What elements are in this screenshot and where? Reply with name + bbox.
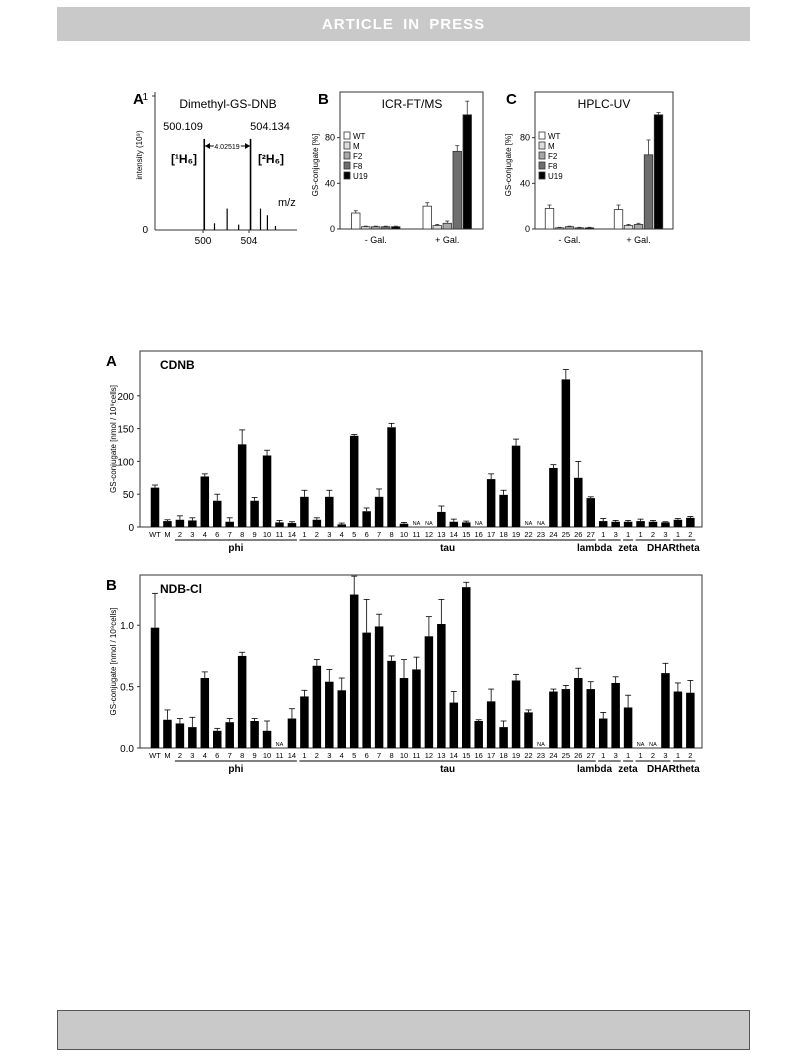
- bar: [352, 213, 361, 229]
- bar: [375, 497, 384, 527]
- x-tick-label: 3: [190, 751, 195, 760]
- bar: [649, 522, 658, 527]
- x-tick-label: 19: [511, 530, 521, 539]
- bar: [437, 512, 446, 527]
- y-tick-label: 80: [324, 132, 335, 143]
- x-tick-label: 1: [302, 751, 307, 760]
- x-tick-label: 1: [638, 530, 643, 539]
- bar: [151, 488, 160, 527]
- bar: [624, 226, 633, 229]
- bar: [575, 228, 584, 229]
- x-tick-label: 23: [536, 530, 546, 539]
- bar: [188, 727, 197, 748]
- bar: [661, 522, 670, 527]
- panel-c-marks: [520, 113, 663, 245]
- panel-a-mz-label: m/z: [278, 197, 296, 209]
- x-tick-label: 4: [202, 530, 207, 539]
- panel-a-ytick-1: 1: [142, 92, 148, 103]
- bar: [644, 155, 653, 229]
- bar: [574, 478, 583, 527]
- bar: [599, 719, 608, 748]
- group-label: lambda: [577, 764, 613, 775]
- chart-frame: [140, 351, 702, 527]
- panel-b-bar-chart: [311, 91, 483, 245]
- panel-b-letter: B: [318, 91, 329, 108]
- x-tick-label: 6: [215, 751, 220, 760]
- bar: [624, 522, 633, 527]
- x-tick-label: 1: [638, 751, 643, 760]
- bar: [686, 693, 695, 748]
- group-label: theta: [675, 543, 700, 554]
- x-tick-label: 26: [574, 530, 583, 539]
- bar: [611, 683, 620, 748]
- x-tick-label: 2: [650, 751, 656, 760]
- x-tick-label: M: [164, 530, 171, 539]
- legend-swatch: [539, 152, 545, 159]
- legend-swatch: [344, 162, 350, 169]
- x-tick-label: 2: [314, 530, 319, 539]
- bar: [201, 476, 210, 527]
- y-tick-label: 0.5: [120, 682, 134, 694]
- x-tick-label: 17: [486, 530, 496, 539]
- legend-label: WT: [353, 132, 366, 141]
- legend-label: U19: [353, 172, 368, 181]
- x-tick-label: 1: [302, 530, 307, 539]
- x-tick-label: 7: [377, 751, 382, 760]
- x-tick-label: 10: [262, 530, 272, 539]
- bar: [574, 678, 583, 748]
- x-tick-label: 8: [240, 751, 245, 760]
- bar: [555, 228, 564, 229]
- y-tick-label: 200: [117, 391, 134, 403]
- bar: [661, 673, 670, 748]
- bar: [562, 379, 571, 527]
- group-label: zeta: [618, 543, 638, 554]
- bar: [263, 455, 272, 527]
- x-tick-label: 2: [650, 530, 656, 539]
- bar: [499, 495, 508, 527]
- legend-label: WT: [548, 132, 561, 141]
- bar: [562, 689, 571, 748]
- bar: [587, 498, 596, 527]
- legend-swatch: [539, 132, 545, 139]
- bar: [300, 497, 309, 527]
- bar: [499, 727, 508, 748]
- chart-title: NDB-Cl: [160, 582, 202, 596]
- bar: [443, 223, 452, 229]
- y-tick-label: 80: [519, 132, 530, 143]
- x-tick-label: 14: [287, 751, 297, 760]
- bar: [350, 595, 359, 748]
- footer-box: [57, 1010, 750, 1050]
- x-tick-label: 13: [437, 530, 446, 539]
- bar: [565, 227, 574, 229]
- legend-label: F8: [353, 162, 363, 171]
- bar: [362, 227, 371, 229]
- legend-label: U19: [548, 172, 563, 181]
- y-tick-label: 0: [128, 523, 134, 534]
- legend-label: F2: [548, 152, 558, 161]
- x-tick-label: 1: [601, 530, 606, 539]
- group-label: DHAR: [647, 764, 676, 775]
- bar: [450, 703, 459, 748]
- panel-a-xtick-label-500: 500: [194, 236, 212, 247]
- bar: [362, 511, 371, 527]
- bar: [599, 521, 608, 527]
- na-label: NA: [649, 742, 657, 748]
- y-tick-label: 1.0: [120, 621, 134, 633]
- bar: [338, 690, 347, 748]
- chart-title: CDNB: [160, 358, 195, 372]
- bar: [412, 669, 421, 748]
- bar: [176, 723, 185, 748]
- x-tick-label: 6: [364, 751, 369, 760]
- group-label: lambda: [577, 543, 613, 554]
- bar: [433, 226, 442, 229]
- panel-a-ytick-0: 0: [142, 225, 148, 236]
- group-label: zeta: [618, 764, 638, 775]
- x-tick-label: 25: [561, 530, 571, 539]
- bar: [423, 206, 432, 229]
- panel-a-title: Dimethyl-GS-DNB: [179, 97, 277, 111]
- bar: [250, 501, 259, 527]
- x-tick-label: 8: [389, 530, 394, 539]
- bar: [350, 436, 359, 527]
- legend-swatch: [344, 172, 350, 179]
- bar: [463, 115, 472, 229]
- x-tick-label: 2: [177, 530, 182, 539]
- x-tick-label: 1: [675, 530, 680, 539]
- category-label: - Gal.: [364, 235, 387, 245]
- legend-label: M: [353, 142, 360, 151]
- bar: [686, 518, 695, 527]
- bar: [163, 720, 172, 748]
- panel-a-delta-label: 4.02519: [214, 144, 240, 151]
- x-tick-label: 14: [449, 530, 458, 539]
- bar: [549, 468, 558, 527]
- category-label: + Gal.: [626, 235, 651, 245]
- bar: [400, 524, 409, 527]
- bar: [674, 520, 683, 527]
- bar: [487, 479, 496, 527]
- bar: [338, 524, 347, 527]
- x-tick-label: 25: [561, 751, 571, 760]
- bar: [392, 227, 401, 229]
- panel-c-bar-chart: [504, 91, 673, 245]
- bar: [654, 115, 663, 229]
- legend-swatch: [344, 142, 350, 149]
- chart-letter: A: [106, 353, 117, 370]
- bar: [372, 227, 381, 229]
- bar: [300, 696, 309, 748]
- panel-a-xtick-label-504: 504: [240, 236, 258, 247]
- x-tick-label: 7: [377, 530, 382, 539]
- y-tick-label: 100: [117, 457, 134, 469]
- panel-a-isotope-right: [²H₆]: [257, 152, 285, 166]
- bar: [325, 497, 334, 527]
- panel-b-marks: [325, 101, 472, 245]
- x-tick-label: 2: [314, 751, 319, 760]
- x-tick-label: 1: [626, 530, 631, 539]
- x-tick-label: 16: [474, 530, 483, 539]
- bar: [624, 707, 633, 748]
- bar: [585, 228, 594, 229]
- x-tick-label: 2: [688, 530, 693, 539]
- bar: [275, 522, 284, 527]
- x-tick-label: 11: [275, 751, 284, 760]
- x-tick-label: 15: [462, 530, 471, 539]
- legend-swatch: [539, 142, 545, 149]
- x-tick-label: 1: [675, 751, 680, 760]
- panel-a-isotope-left: [¹H₆]: [170, 152, 198, 166]
- na-label: NA: [537, 742, 545, 748]
- x-tick-label: 1: [601, 751, 606, 760]
- x-tick-label: 19: [511, 751, 521, 760]
- x-tick-label: 17: [486, 751, 496, 760]
- bar: [545, 208, 554, 229]
- x-tick-label: 7: [227, 751, 232, 760]
- x-tick-label: 3: [613, 530, 618, 539]
- bar: [636, 521, 645, 527]
- x-tick-label: 22: [524, 751, 533, 760]
- bar: [474, 721, 483, 748]
- bar: [614, 210, 623, 229]
- panel-a-letter: A: [133, 91, 144, 108]
- x-tick-label: 27: [586, 751, 595, 760]
- bar: [487, 701, 496, 748]
- panel-a-ylabel: intensity (10⁹): [135, 130, 144, 180]
- bar: [288, 719, 297, 748]
- bar: [382, 227, 391, 229]
- bar: [587, 689, 596, 748]
- bar: [450, 522, 459, 527]
- x-tick-label: 12: [424, 530, 434, 539]
- x-tick-label: 26: [574, 751, 583, 760]
- bar: [225, 522, 234, 527]
- y-tick-label: 150: [117, 424, 134, 436]
- bar: [313, 520, 322, 527]
- x-tick-label: 5: [352, 530, 357, 539]
- x-tick-label: 3: [190, 530, 195, 539]
- panel-b-title: ICR-FT/MS: [381, 97, 443, 111]
- na-label: NA: [275, 742, 284, 748]
- x-tick-label: 11: [275, 530, 284, 539]
- x-tick-label: 3: [327, 530, 332, 539]
- bar: [163, 521, 172, 527]
- bar: [238, 444, 247, 527]
- bar: [225, 722, 234, 748]
- bar: [250, 721, 259, 748]
- x-tick-label: 7: [227, 530, 232, 539]
- na-label: NA: [425, 521, 433, 527]
- bar: [313, 666, 322, 748]
- bar: [288, 523, 297, 527]
- x-tick-label: 2: [688, 751, 693, 760]
- legend-label: F2: [353, 152, 363, 161]
- x-tick-label: WT: [149, 530, 161, 539]
- x-tick-label: 4: [339, 751, 344, 760]
- bar: [387, 427, 396, 527]
- legend-swatch: [539, 172, 545, 179]
- x-tick-label: 24: [549, 751, 558, 760]
- y-tick-label: 40: [519, 178, 530, 189]
- x-tick-label: 4: [202, 751, 207, 760]
- bar: [437, 624, 446, 748]
- legend-swatch: [539, 162, 545, 169]
- bar: [238, 656, 247, 748]
- x-tick-label: 11: [412, 751, 421, 760]
- na-label: NA: [524, 521, 533, 527]
- na-label: NA: [537, 521, 545, 527]
- x-tick-label: 8: [389, 751, 394, 760]
- x-tick-label: 18: [499, 751, 508, 760]
- x-tick-label: 22: [524, 530, 533, 539]
- x-tick-label: 13: [437, 751, 446, 760]
- panel-a-delta-arrowhead-right: [245, 143, 250, 149]
- bar: [151, 628, 160, 748]
- bar: [524, 712, 533, 748]
- bar: [362, 633, 371, 748]
- ndb-cl-bar-chart: [106, 575, 702, 775]
- x-tick-label: 4: [339, 530, 344, 539]
- article-in-press-banner: [57, 7, 750, 41]
- legend-swatch: [344, 152, 350, 159]
- bar: [400, 678, 409, 748]
- x-tick-label: 14: [449, 751, 458, 760]
- x-tick-label: 14: [287, 530, 297, 539]
- x-tick-label: 15: [462, 751, 471, 760]
- x-tick-label: 18: [499, 530, 508, 539]
- chart-ylabel: GS-conjugate [nmol / 10⁹cells]: [109, 385, 118, 493]
- x-tick-label: 3: [327, 751, 332, 760]
- panel-c-letter: C: [506, 91, 517, 108]
- group-label: phi: [228, 543, 244, 554]
- x-tick-label: 8: [240, 530, 245, 539]
- bar: [188, 520, 197, 527]
- group-label: DHAR: [647, 543, 676, 554]
- x-tick-label: M: [164, 751, 171, 760]
- group-label: tau: [440, 764, 456, 775]
- x-tick-label: 24: [549, 530, 558, 539]
- x-tick-label: 6: [364, 530, 369, 539]
- bar: [674, 692, 683, 748]
- y-tick-label: 0.0: [120, 744, 134, 755]
- y-tick-label: 40: [324, 178, 335, 189]
- bar: [213, 501, 222, 527]
- x-tick-label: 10: [399, 751, 409, 760]
- x-tick-label: 9: [252, 751, 257, 760]
- y-tick-label: 50: [122, 490, 134, 502]
- panel-a-peak-left-label: 500.109: [163, 121, 203, 133]
- x-tick-label: 1: [626, 751, 631, 760]
- bar: [176, 520, 185, 527]
- panel-a-spectrum: [133, 91, 297, 247]
- bar: [387, 661, 396, 748]
- legend-label: F8: [548, 162, 558, 171]
- x-tick-label: 3: [663, 530, 668, 539]
- y-tick-label: 0: [524, 224, 530, 234]
- bar: [634, 224, 643, 229]
- legend-swatch: [344, 132, 350, 139]
- bar: [201, 678, 210, 748]
- panel-a-delta-arrowhead-left: [205, 143, 210, 149]
- category-label: + Gal.: [435, 235, 460, 245]
- x-tick-label: 11: [412, 530, 421, 539]
- x-tick-label: 3: [613, 751, 618, 760]
- panel-b-ylabel: GS-conjugate [%]: [311, 133, 320, 197]
- x-tick-label: 10: [262, 751, 272, 760]
- chart-ylabel: GS-conjugate [nmol / 10⁹cells]: [109, 607, 118, 716]
- na-label: NA: [412, 521, 421, 527]
- bar: [549, 692, 558, 748]
- bar: [453, 151, 462, 229]
- legend-label: M: [548, 142, 555, 151]
- top-figure: [0, 80, 793, 340]
- panel-c-title: HPLC-UV: [577, 97, 631, 111]
- bar: [425, 636, 434, 748]
- panel-a-peak-right-label: 504.134: [250, 121, 290, 133]
- chart-letter: B: [106, 577, 117, 594]
- x-tick-label: 16: [474, 751, 483, 760]
- x-tick-label: 23: [536, 751, 546, 760]
- group-label: theta: [675, 764, 700, 775]
- na-label: NA: [474, 521, 483, 527]
- bar: [611, 522, 620, 527]
- group-label: tau: [440, 543, 456, 554]
- x-tick-label: 12: [424, 751, 434, 760]
- bar: [325, 682, 334, 748]
- panel-c-ylabel: GS-conjugate [%]: [504, 133, 513, 197]
- group-label: phi: [228, 764, 244, 775]
- bar: [512, 446, 521, 527]
- x-tick-label: 10: [399, 530, 409, 539]
- x-tick-label: 3: [663, 751, 668, 760]
- x-tick-label: 9: [252, 530, 257, 539]
- x-tick-label: 2: [177, 751, 182, 760]
- bar: [462, 522, 471, 527]
- x-tick-label: 6: [215, 530, 220, 539]
- y-tick-label: 0: [329, 224, 335, 234]
- cdnb-bar-chart: [106, 351, 702, 554]
- x-tick-label: WT: [149, 751, 161, 760]
- bar: [213, 731, 222, 748]
- bar: [263, 731, 272, 748]
- bar: [375, 626, 384, 748]
- main-figure: [0, 345, 793, 795]
- bar: [512, 680, 521, 748]
- category-label: - Gal.: [558, 235, 581, 245]
- na-label: NA: [636, 742, 645, 748]
- x-tick-label: 27: [586, 530, 595, 539]
- banner-text: ARTICLE IN PRESS: [321, 15, 486, 33]
- x-tick-label: 5: [352, 751, 357, 760]
- bar: [462, 587, 471, 748]
